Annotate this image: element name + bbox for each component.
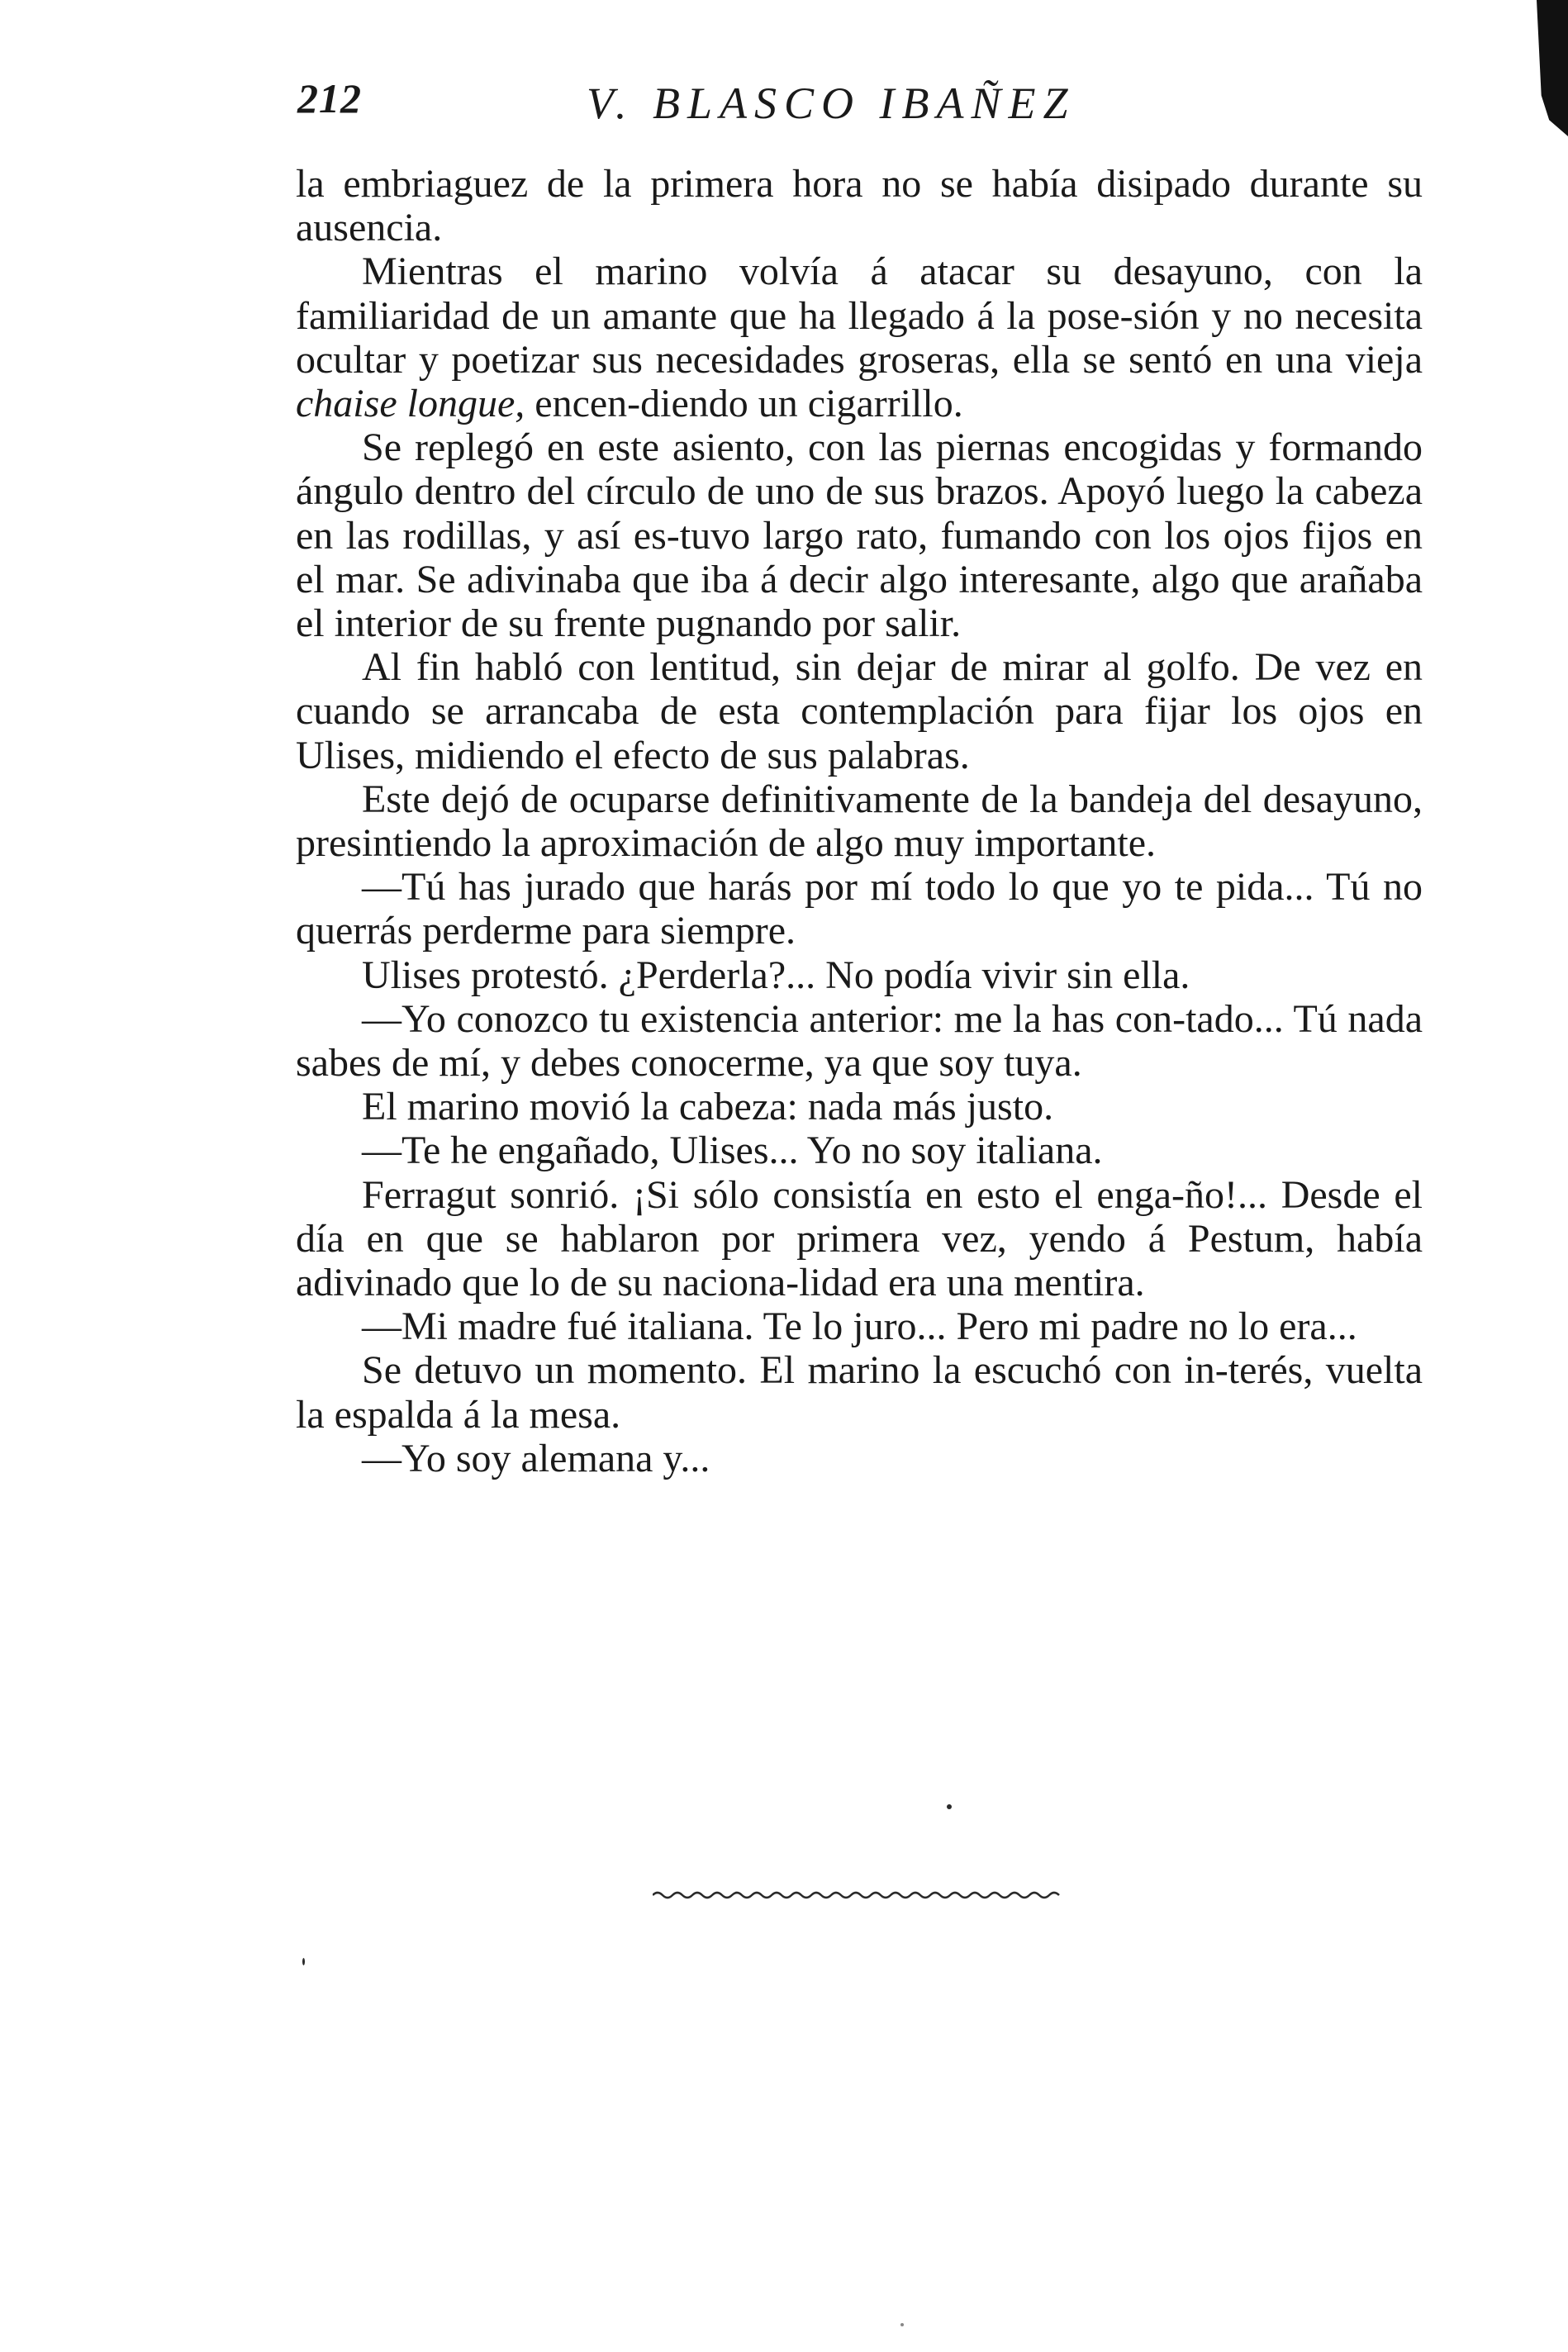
paragraph: —Yo soy alemana y... — [362, 1436, 710, 1480]
end-ornament — [653, 1887, 1066, 1903]
paragraph: Al fin habló con lentitud, sin dejar de mirar al golfo. De vez en cuando se arrancaba de esta contemplación para fijar los ojos en Ulises, midiendo el efecto de sus palabras. — [296, 645, 1423, 777]
paragraph — [296, 249, 1423, 425]
paragraph: —Te he engañado, Ulises... Yo no soy italiana. — [362, 1128, 1103, 1173]
running-title: V. BLASCO IBAÑEZ — [587, 78, 1076, 128]
print-speck — [900, 2323, 904, 2326]
paragraph: —Tú has jurado que harás por mí todo lo que yo te pida... Tú no querrás perderme para siempre. — [296, 865, 1423, 953]
page-number: 212 — [297, 75, 362, 121]
paragraph-text: encen-diendo un cigarrillo. — [525, 382, 963, 426]
paragraph: El marino movió la cabeza: nada más justo. — [362, 1085, 1054, 1129]
page-header — [297, 71, 1421, 154]
paragraph: Ulises protestó. ¿Perderla?... No podía vivir sin ella. — [362, 953, 1190, 997]
italic-phrase: chaise longue, — [296, 382, 525, 426]
print-speck — [947, 1804, 952, 1809]
paragraph: Este dejó de ocuparse definitivamente de la bandeja del desayuno, presintiendo la aproximación de algo muy importante. — [296, 777, 1423, 866]
paragraph: la embriaguez de la primera hora no se había disipado durante su ausencia. — [296, 162, 1423, 250]
paragraph: —Mi madre fué italiana. Te lo juro... Pero mi padre no lo era... — [362, 1304, 1357, 1349]
paragraph-text: Mientras el marino volvía á atacar su desayuno, con la familiaridad de un amante que ha llegado á la pose-sión y no necesita ocultar y poetizar sus necesidades groseras, ella se sentó en una vieja — [296, 249, 1423, 382]
print-speck — [302, 1958, 305, 1965]
paragraph: Ferragut sonrió. ¡Si sólo consistía en esto el enga-ño!... Desde el día en que se hablaron por primera vez, yendo á Pestum, había adivinado que lo de su naciona-lidad era una mentira. — [296, 1172, 1423, 1305]
body-text — [296, 162, 1423, 1806]
paragraph: —Yo conozco tu existencia anterior: me la has con-tado... Tú nada sabes de mí, y debes conocerme, ya que soy tuya. — [296, 996, 1423, 1086]
paragraph: Se replegó en este asiento, con las piernas encogidas y formando ángulo dentro del círculo de uno de sus brazos. Apoyó luego la cabeza en las rodillas, y así es-tuvo largo rato, fumando con los ojos fijos en el mar. Se adivinaba que iba á decir algo interesante, algo que arañaba el interior de su frente pugnando por salir. — [296, 425, 1423, 646]
paragraph: Se detuvo un momento. El marino la escuchó con in-terés, vuelta la espalda á la mesa. — [296, 1348, 1423, 1437]
scan-edge-mark — [1537, 0, 1568, 136]
